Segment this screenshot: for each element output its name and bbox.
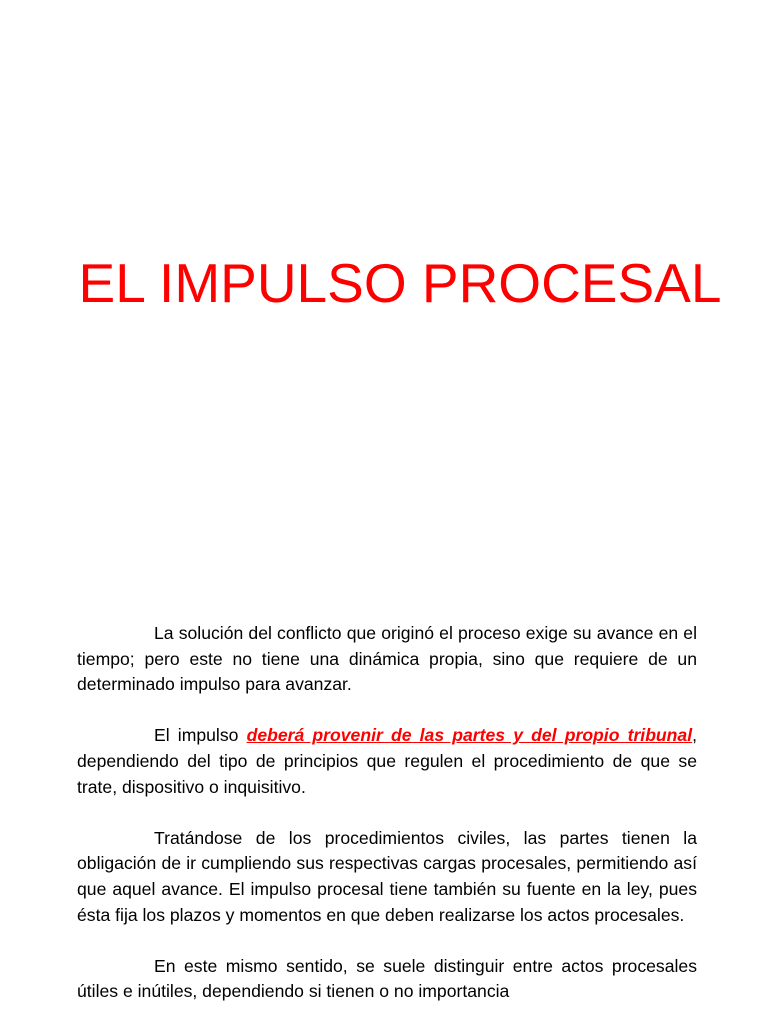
paragraph-2 bbox=[77, 723, 697, 800]
paragraph-2-lead: El impulso bbox=[154, 725, 247, 746]
paragraph-4: En este mismo sentido, se suele distinguir entre actos procesales útiles e inútiles, dependiendo si tienen o no importancia bbox=[77, 955, 697, 1002]
document-body bbox=[77, 621, 697, 1031]
emphasized-phrase: deberá provenir de las partes y del propio tribunal bbox=[246, 725, 693, 746]
paragraph-3: Tratándose de los procedimientos civiles, las partes tienen la obligación de ir cumpliendo sus respectivas cargas procesales, permitiendo así que aquel avance. El impulso procesal tiene también su fuente en la ley, pues ésta fija los plazos y momentos en que deben realizarse los actos procesales. bbox=[77, 827, 697, 925]
paragraph-1: La solución del conflicto que originó el proceso exige su avance en el tiempo; pero este no tiene una dinámica propia, sino que requiere de un determinado impulso para avanzar. bbox=[77, 623, 697, 695]
page-title: EL IMPULSO PROCESAL bbox=[78, 252, 722, 314]
paragraph-2-rest: , dependiendo del tipo de principios que regulen el procedimiento de que se trate, dispositivo o inquisitivo. bbox=[77, 725, 697, 797]
